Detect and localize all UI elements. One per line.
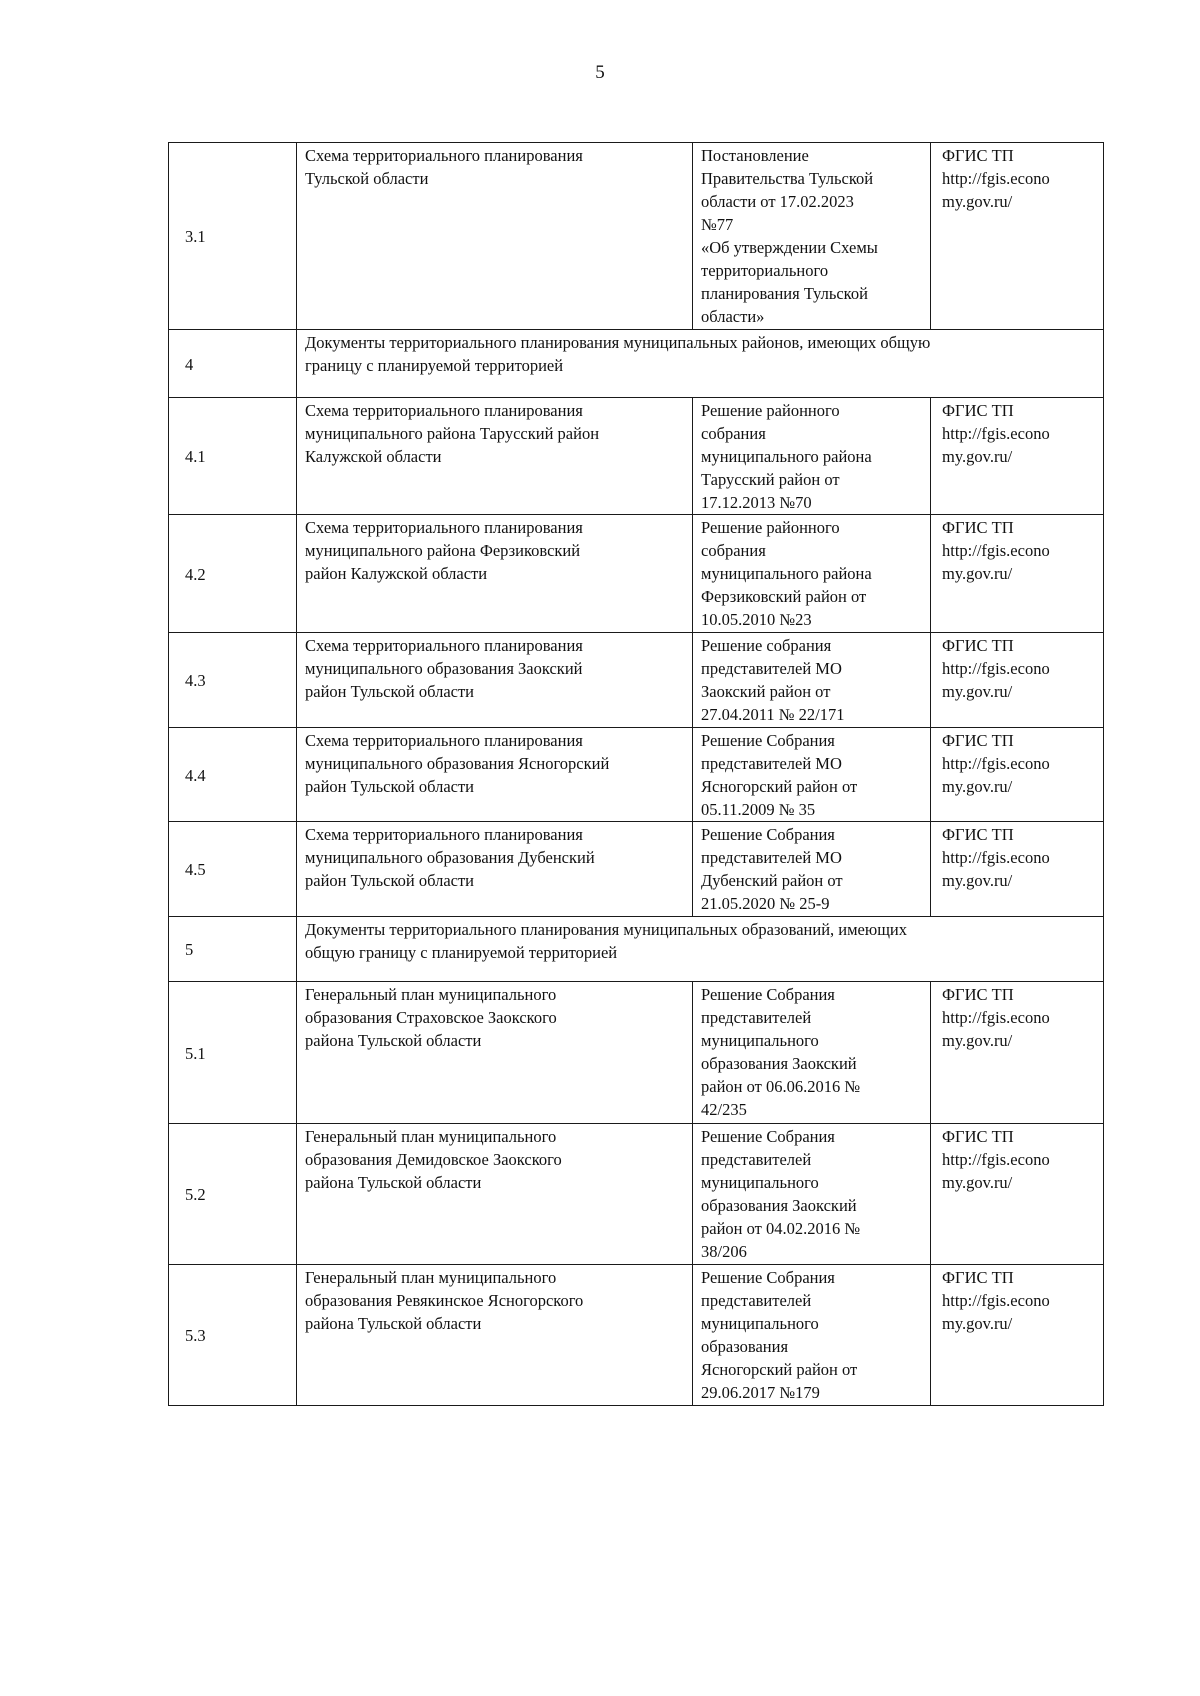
section-number: 4 — [169, 330, 297, 398]
row-number: 4.4 — [169, 728, 297, 822]
row-number: 4.1 — [169, 398, 297, 515]
section-title: Документы территориального планирования муниципальных образований, имеющих общую границу с планируемой территорией — [297, 917, 1104, 982]
row-number: 4.5 — [169, 822, 297, 917]
page-number: 5 — [595, 62, 605, 83]
section-number: 5 — [169, 917, 297, 982]
section-row — [169, 330, 1104, 398]
table-row — [169, 1265, 1104, 1406]
source-link: ФГИС ТП http://fgis.econo my.gov.ru/ — [931, 633, 1104, 728]
row-number: 4.3 — [169, 633, 297, 728]
document-name: Схема территориального планирования Тульской области — [297, 143, 693, 330]
table-row — [169, 143, 1104, 330]
table-row — [169, 728, 1104, 822]
document-name: Схема территориального планирования муниципального района Ферзиковский район Калужской области — [297, 515, 693, 633]
table-row — [169, 982, 1104, 1124]
approval-document: Решение районного собрания муниципального района Ферзиковский район от 10.05.2010 №23 — [693, 515, 931, 633]
source-link: ФГИС ТП http://fgis.econo my.gov.ru/ — [931, 398, 1104, 515]
documents-table — [168, 142, 1104, 1406]
document-name: Схема территориального планирования муниципального образования Ясногорский район Тульской области — [297, 728, 693, 822]
source-link: ФГИС ТП http://fgis.econo my.gov.ru/ — [931, 982, 1104, 1124]
document-name: Схема территориального планирования муниципального образования Дубенский район Тульской области — [297, 822, 693, 917]
document-name: Схема территориального планирования муниципального района Тарусский район Калужской области — [297, 398, 693, 515]
approval-document: Решение Собрания представителей МО Ясногорский район от 05.11.2009 № 35 — [693, 728, 931, 822]
table-row — [169, 398, 1104, 515]
source-link: ФГИС ТП http://fgis.econo my.gov.ru/ — [931, 143, 1104, 330]
approval-document: Решение Собрания представителей МО Дубенский район от 21.05.2020 № 25-9 — [693, 822, 931, 917]
row-number: 4.2 — [169, 515, 297, 633]
document-name: Схема территориального планирования муниципального образования Заокский район Тульской области — [297, 633, 693, 728]
row-number: 5.3 — [169, 1265, 297, 1406]
row-number: 3.1 — [169, 143, 297, 330]
section-title: Документы территориального планирования муниципальных районов, имеющих общую границу с планируемой территорией — [297, 330, 1104, 398]
source-link: ФГИС ТП http://fgis.econo my.gov.ru/ — [931, 728, 1104, 822]
approval-document: Решение Собрания представителей муниципального образования Ясногорский район от 29.06.2017 №179 — [693, 1265, 931, 1406]
row-number: 5.1 — [169, 982, 297, 1124]
source-link: ФГИС ТП http://fgis.econo my.gov.ru/ — [931, 822, 1104, 917]
source-link: ФГИС ТП http://fgis.econo my.gov.ru/ — [931, 1124, 1104, 1265]
approval-document: Решение Собрания представителей муниципального образования Заокский район от 04.02.2016 № 38/206 — [693, 1124, 931, 1265]
source-link: ФГИС ТП http://fgis.econo my.gov.ru/ — [931, 1265, 1104, 1406]
approval-document: Решение Собрания представителей муниципального образования Заокский район от 06.06.2016 № 42/235 — [693, 982, 931, 1124]
document-name: Генеральный план муниципального образования Страховское Заокского района Тульской области — [297, 982, 693, 1124]
approval-document: Постановление Правительства Тульской области от 17.02.2023 №77 «Об утверждении Схемы территориального планирования Тульской области» — [693, 143, 931, 330]
document-name: Генеральный план муниципального образования Демидовское Заокского района Тульской области — [297, 1124, 693, 1265]
table-row — [169, 515, 1104, 633]
approval-document: Решение собрания представителей МО Заокский район от 27.04.2011 № 22/171 — [693, 633, 931, 728]
source-link: ФГИС ТП http://fgis.econo my.gov.ru/ — [931, 515, 1104, 633]
section-row — [169, 917, 1104, 982]
table-row — [169, 633, 1104, 728]
table-row — [169, 1124, 1104, 1265]
document-name: Генеральный план муниципального образования Ревякинское Ясногорского района Тульской области — [297, 1265, 693, 1406]
table-row — [169, 822, 1104, 917]
approval-document: Решение районного собрания муниципального района Тарусский район от 17.12.2013 №70 — [693, 398, 931, 515]
row-number: 5.2 — [169, 1124, 297, 1265]
